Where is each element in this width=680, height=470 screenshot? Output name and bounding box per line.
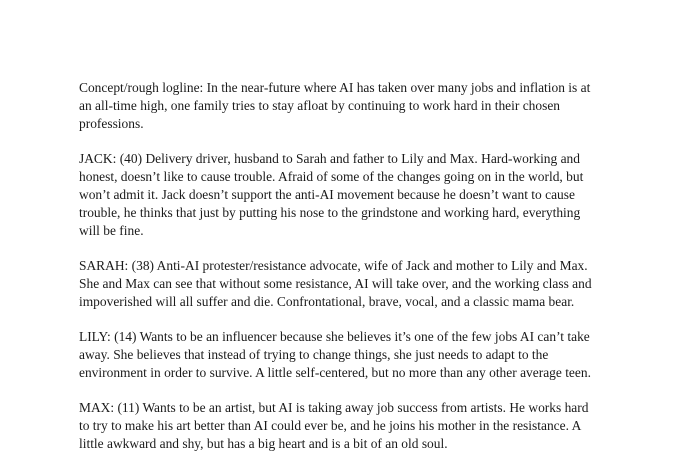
logline-paragraph [79,79,604,133]
character-sarah-paragraph [79,257,604,311]
text-line: will be fine. [79,223,144,238]
text-line: Concept/rough logline: In the near-future where AI has taken over many jobs and inflation is at [79,80,591,95]
character-jack-paragraph [79,150,604,240]
text-line: impoverished will all suffer and die. Confrontational, brave, vocal, and a classic mama bear. [79,294,575,309]
text-line: an all-time high, one family tries to stay afloat by continuing to work hard in their chosen [79,98,561,113]
character-max-paragraph [79,399,604,453]
text-line: trouble, he thinks that just by putting his nose to the grindstone and working hard, everything [79,205,581,220]
text-line: JACK: (40) Delivery driver, husband to Sarah and father to Lily and Max. Hard-working and [79,151,580,166]
character-lily-paragraph [79,328,604,382]
text-line: little awkward and shy, but has a big heart and is a bit of an old soul. [79,436,448,451]
text-line: won’t admit it. Jack doesn’t support the anti-AI movement because he doesn’t want to cause [79,187,575,202]
text-line: to try to make his art better than AI could ever be, and he joins his mother in the resistance. A [79,418,582,433]
text-line: honest, doesn’t like to cause trouble. Afraid of some of the changes going on in the world, but [79,169,584,184]
text-line: MAX: (11) Wants to be an artist, but AI is taking away job success from artists. He works hard [79,400,589,415]
text-line: away. She believes that instead of trying to change things, she just needs to adapt to the [79,347,549,362]
text-line: LILY: (14) Wants to be an influencer because she believes it’s one of the few jobs AI can’t take [79,329,590,344]
text-line: professions. [79,116,144,131]
text-line: She and Max can see that without some resistance, AI will take over, and the working class and [79,276,592,291]
text-line: environment in order to survive. A little self-centered, but no more than any other average teen. [79,365,591,380]
document-body [79,79,604,470]
text-line: SARAH: (38) Anti-AI protester/resistance advocate, wife of Jack and mother to Lily and Max. [79,258,588,273]
